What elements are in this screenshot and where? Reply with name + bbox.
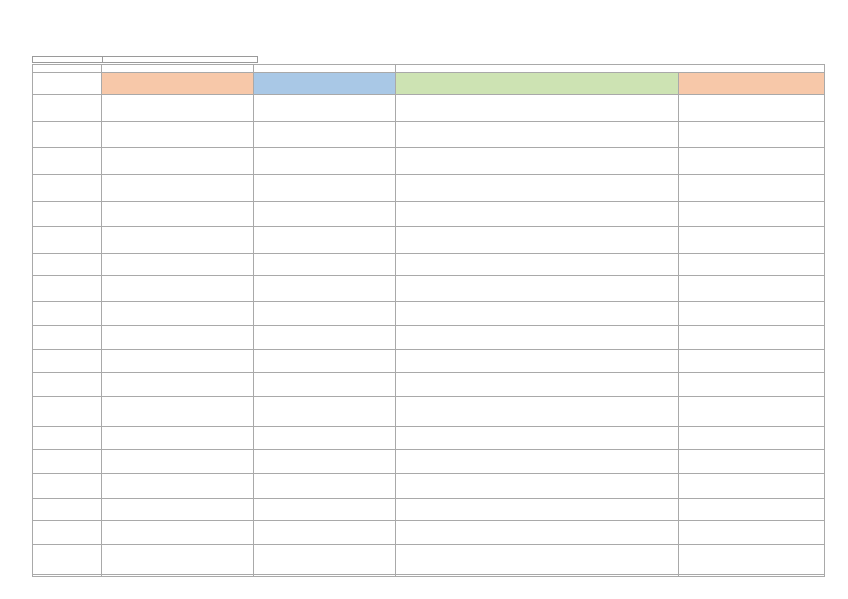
table-cell <box>254 175 396 202</box>
header-info <box>32 56 258 63</box>
table-cell <box>254 227 396 254</box>
table-cell <box>679 575 825 577</box>
table-cell <box>679 202 825 227</box>
table-cell <box>679 397 825 427</box>
table-cell <box>679 95 825 122</box>
table-cell <box>679 254 825 276</box>
row-aspect <box>33 575 102 577</box>
table-row <box>33 254 825 276</box>
table-row <box>33 350 825 373</box>
table-cell <box>396 302 679 326</box>
table-cell <box>679 427 825 450</box>
table-cell <box>254 545 396 575</box>
table-cell <box>254 397 396 427</box>
table-cell <box>102 148 254 175</box>
table-cell <box>254 350 396 373</box>
table-cell <box>102 326 254 350</box>
table-cell <box>679 373 825 397</box>
column-group-2 <box>254 65 396 73</box>
table-cell <box>254 254 396 276</box>
table-cell <box>254 499 396 521</box>
table-cell <box>396 350 679 373</box>
table-cell <box>102 545 254 575</box>
table-row <box>33 122 825 148</box>
row-aspect <box>33 202 102 227</box>
header-info-value <box>103 57 257 62</box>
row-aspect <box>33 450 102 474</box>
table-cell <box>102 254 254 276</box>
table-cell <box>254 373 396 397</box>
table-row <box>33 450 825 474</box>
table-cell <box>102 474 254 499</box>
table-cell <box>254 302 396 326</box>
table-cell <box>396 122 679 148</box>
table-cell <box>396 373 679 397</box>
row-aspect <box>33 302 102 326</box>
column-header-2 <box>254 73 396 95</box>
column-group-row <box>33 65 825 73</box>
column-header-3 <box>396 73 679 95</box>
table-row <box>33 499 825 521</box>
table-cell <box>254 148 396 175</box>
table-cell <box>254 521 396 545</box>
table-cell <box>396 474 679 499</box>
table-cell <box>102 202 254 227</box>
table-row <box>33 148 825 175</box>
table-cell <box>102 276 254 302</box>
table-row <box>33 326 825 350</box>
table-cell <box>396 397 679 427</box>
table-cell <box>254 575 396 577</box>
table-cell <box>254 474 396 499</box>
table-cell <box>396 276 679 302</box>
column-header-row <box>33 73 825 95</box>
table-cell <box>679 175 825 202</box>
table-cell <box>102 575 254 577</box>
table-cell <box>396 326 679 350</box>
table-cell <box>679 276 825 302</box>
row-aspect <box>33 95 102 122</box>
table-row <box>33 397 825 427</box>
table-cell <box>396 450 679 474</box>
table-cell <box>679 148 825 175</box>
row-aspect <box>33 175 102 202</box>
table-cell <box>102 122 254 148</box>
row-aspect <box>33 148 102 175</box>
table-cell <box>679 545 825 575</box>
row-aspect <box>33 276 102 302</box>
table-cell <box>254 95 396 122</box>
table-cell <box>102 427 254 450</box>
row-aspect <box>33 474 102 499</box>
table-cell <box>254 450 396 474</box>
column-group-3 <box>396 65 825 73</box>
table-cell <box>679 227 825 254</box>
table-cell <box>102 499 254 521</box>
column-header-aspects <box>33 73 102 95</box>
table-cell <box>679 499 825 521</box>
table-cell <box>396 427 679 450</box>
column-group-1 <box>102 65 254 73</box>
row-aspect <box>33 397 102 427</box>
table-cell <box>102 227 254 254</box>
table-cell <box>396 575 679 577</box>
table-row <box>33 427 825 450</box>
column-header-4 <box>679 73 825 95</box>
table-cell <box>679 326 825 350</box>
table-cell <box>254 202 396 227</box>
table-cell <box>679 122 825 148</box>
table-row <box>33 227 825 254</box>
table-row <box>33 276 825 302</box>
table-cell <box>102 175 254 202</box>
table-cell <box>679 302 825 326</box>
table-cell <box>254 326 396 350</box>
table-cell <box>396 499 679 521</box>
table-row <box>33 175 825 202</box>
row-aspect <box>33 499 102 521</box>
table-cell <box>102 373 254 397</box>
table-cell <box>396 148 679 175</box>
table-cell <box>102 521 254 545</box>
table-cell <box>102 397 254 427</box>
table-cell <box>102 302 254 326</box>
table-row <box>33 545 825 575</box>
row-aspect <box>33 326 102 350</box>
table-row <box>33 202 825 227</box>
row-aspect <box>33 373 102 397</box>
row-aspect <box>33 545 102 575</box>
row-aspect <box>33 427 102 450</box>
table-cell <box>254 276 396 302</box>
table-row <box>33 302 825 326</box>
header-info-label <box>33 57 103 62</box>
table-cell <box>254 427 396 450</box>
table-cell <box>102 450 254 474</box>
row-aspect <box>33 227 102 254</box>
row-aspect <box>33 254 102 276</box>
table-cell <box>102 350 254 373</box>
column-header-1 <box>102 73 254 95</box>
table-cell <box>102 95 254 122</box>
row-aspect <box>33 521 102 545</box>
table-cell <box>254 122 396 148</box>
table-row <box>33 474 825 499</box>
row-aspect <box>33 122 102 148</box>
row-aspect <box>33 350 102 373</box>
table-cell <box>396 202 679 227</box>
table-row <box>33 521 825 545</box>
table-cell <box>396 254 679 276</box>
table-cell <box>396 95 679 122</box>
table-cell <box>396 545 679 575</box>
table-row <box>33 95 825 122</box>
table-cell <box>679 474 825 499</box>
comparison-table <box>32 64 825 577</box>
table-cell <box>679 521 825 545</box>
table-row <box>33 373 825 397</box>
table-cell <box>679 450 825 474</box>
table-cell <box>396 175 679 202</box>
table-cell <box>396 521 679 545</box>
table-row <box>33 575 825 577</box>
table-cell <box>679 350 825 373</box>
table-cell <box>396 227 679 254</box>
column-group-empty <box>33 65 102 73</box>
